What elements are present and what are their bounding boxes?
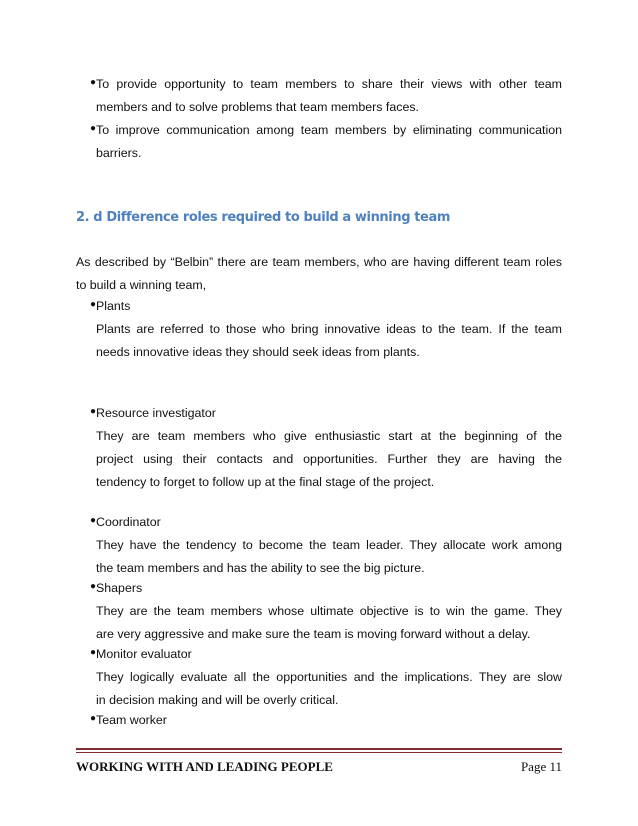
footer-title: WORKING WITH AND LEADING PEOPLE (76, 759, 333, 774)
text-line: members and to solve problems that team members faces. (96, 100, 419, 114)
role-title: Team worker (96, 713, 167, 727)
bullet-icon: ● (90, 123, 97, 134)
text-line: in decision making and will be overly critical. (96, 693, 339, 707)
text-line: To provide opportunity to team members to share their views with other team (96, 77, 562, 91)
text-line: Plants are referred to those who bring innovative ideas to the team. If the team (96, 322, 562, 336)
text-line: They are team members who give enthusiastic start at the beginning of the (96, 429, 562, 443)
bullet-icon: ● (90, 77, 97, 88)
section-heading: 2. d Difference roles required to build a winning team (76, 210, 450, 225)
text-line: tendency to forget to follow up at the final stage of the project. (96, 475, 435, 489)
role-title: Shapers (96, 581, 143, 595)
role-item-shapers (90, 577, 562, 646)
text-line: barriers. (96, 146, 142, 160)
text-line: They have the tendency to become the team leader. They allocate work among (96, 538, 562, 552)
role-title: Coordinator (96, 515, 161, 529)
text-line: To improve communication among team members by eliminating communication (96, 123, 562, 137)
text-line: the team members and has the ability to see the big picture. (96, 561, 425, 575)
bullet-icon: ● (90, 515, 97, 526)
role-title: Resource investigator (96, 406, 216, 420)
footer-divider (76, 748, 562, 750)
text-line: As described by “Belbin” there are team members, who are having different team roles (76, 255, 562, 269)
section-intro (76, 251, 562, 297)
text-line: They are the team members whose ultimate objective is to win the game. They (96, 604, 562, 618)
role-item-monitor-evaluator (90, 643, 562, 712)
bullet-icon: ● (90, 713, 97, 724)
list-item (90, 73, 562, 119)
role-item-plants (90, 295, 562, 364)
text-line: to build a winning team, (76, 278, 207, 292)
role-item-coordinator (90, 511, 562, 580)
role-title: Plants (96, 299, 131, 313)
text-line: They logically evaluate all the opportunities and the implications. They are slow (96, 670, 562, 684)
bullet-icon: ● (90, 406, 97, 417)
role-item-team-worker (90, 709, 562, 732)
text-line: are very aggressive and make sure the team is moving forward without a delay. (96, 627, 531, 641)
page-number: Page 11 (520, 759, 562, 774)
footer-divider-thin (76, 752, 562, 753)
bullet-icon: ● (90, 299, 97, 310)
role-title: Monitor evaluator (96, 647, 192, 661)
text-line: project using their contacts and opportunities. Further they are having the (96, 452, 562, 466)
list-item (90, 119, 562, 165)
bullet-icon: ● (90, 647, 97, 658)
bullet-icon: ● (90, 581, 97, 592)
role-item-resource-investigator (90, 402, 562, 494)
text-line: needs innovative ideas they should seek ideas from plants. (96, 345, 420, 359)
